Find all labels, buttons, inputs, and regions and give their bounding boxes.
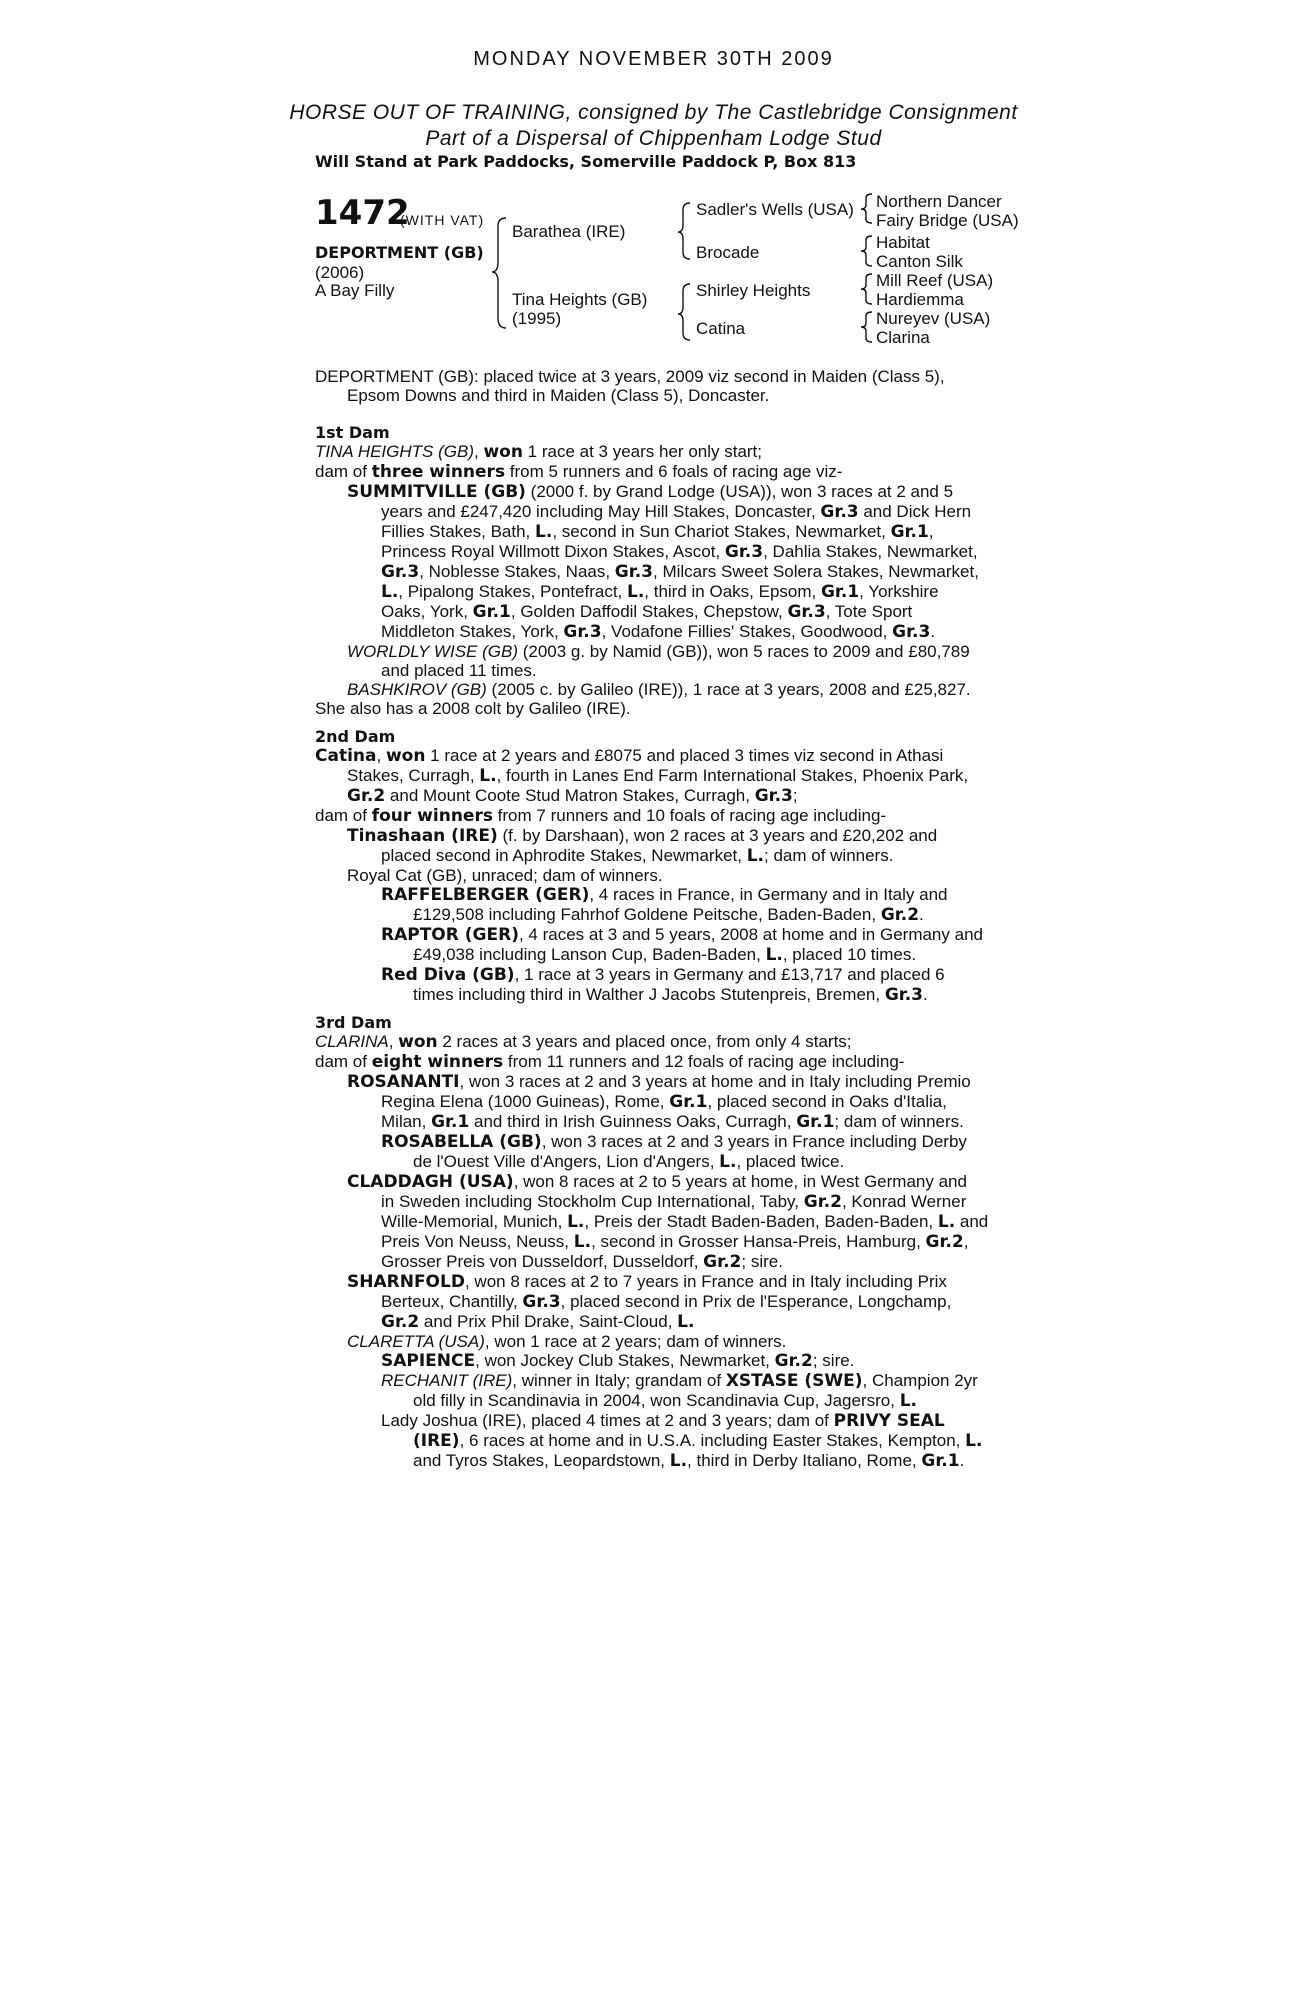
produce-name: ROSABELLA (GB) bbox=[381, 1132, 542, 1152]
text: Stakes, Curragh, bbox=[347, 766, 480, 785]
text: , 1 race at 3 years in Germany and £13,717 and placed 6 bbox=[514, 965, 945, 984]
pedigree-dam: Tina Heights (GB) bbox=[512, 290, 648, 309]
text: de l'Ouest Ville d'Angers, Lion d'Angers, bbox=[413, 1152, 720, 1171]
lot-number: 1472 bbox=[315, 193, 410, 233]
grade: Gr.1 bbox=[669, 1092, 708, 1112]
bracket-g1 bbox=[861, 194, 872, 223]
text: and bbox=[955, 1212, 989, 1231]
grade: Gr.2 bbox=[803, 1192, 842, 1212]
text: Middleton Stakes, York, bbox=[381, 622, 564, 641]
text: She also has a 2008 colt by Galileo (IRE). bbox=[315, 699, 631, 718]
grade: L. bbox=[479, 766, 497, 786]
grade: L. bbox=[965, 1431, 983, 1451]
produce-name: Red Diva (GB) bbox=[381, 965, 515, 985]
won-label: won bbox=[398, 1032, 438, 1052]
grade: L. bbox=[669, 1451, 688, 1471]
text: , Golden Daffodil Stakes, Chepstow, bbox=[510, 602, 788, 621]
record-line: DEPORTMENT (GB): placed twice at 3 years, 2009 viz second in Maiden (Class 5), bbox=[315, 367, 945, 386]
text: , Dahlia Stakes, Newmarket, bbox=[763, 542, 978, 561]
third-dam-heading: 3rd Dam bbox=[315, 1013, 392, 1032]
text: , placed second in Oaks d'Italia, bbox=[707, 1092, 947, 1111]
text: , second in Grosser Hansa-Preis, Hamburg, bbox=[591, 1232, 926, 1251]
grade: Gr.2 bbox=[880, 905, 920, 925]
pedigree-g4: Canton Silk bbox=[876, 252, 963, 271]
bracket-sire bbox=[678, 203, 690, 259]
text: , winner in Italy; grandam of bbox=[512, 1371, 726, 1390]
grade: Gr.1 bbox=[921, 1451, 960, 1471]
text: dam of bbox=[315, 462, 372, 481]
text: ; bbox=[792, 786, 798, 805]
grade: L. bbox=[535, 522, 553, 542]
text: , third in Derby Italiano, Rome, bbox=[687, 1451, 922, 1470]
text: Regina Elena (1000 Guineas), Rome, bbox=[381, 1092, 670, 1111]
produce-name: SUMMITVILLE (GB) bbox=[347, 482, 526, 502]
produce-name: RAFFELBERGER (GER) bbox=[381, 885, 590, 905]
pedigree-g6: Hardiemma bbox=[876, 290, 964, 309]
stabling-line: Will Stand at Park Paddocks, Somerville Paddock P, Box 813 bbox=[315, 152, 857, 171]
pedigree-dam-year: (1995) bbox=[512, 309, 562, 328]
text: , fourth in Lanes End Farm International Stakes, Phoenix Park, bbox=[496, 766, 969, 785]
text: , 6 races at home and in U.S.A. including Easter Stakes, Kempton, bbox=[459, 1431, 966, 1450]
produce-name: BASHKIROV (GB) bbox=[347, 680, 487, 699]
bracket-g3 bbox=[861, 274, 872, 304]
text: , bbox=[963, 1232, 969, 1251]
grade: L. bbox=[677, 1312, 695, 1332]
text: and Tyros Stakes, Leopardstown, bbox=[413, 1451, 670, 1470]
produce-name: XSTASE (SWE) bbox=[725, 1371, 863, 1391]
text: Milan, bbox=[381, 1112, 432, 1131]
text: , Yorkshire bbox=[859, 582, 939, 601]
grade: Gr.2 bbox=[703, 1252, 742, 1272]
text: . bbox=[919, 905, 924, 924]
text: £49,038 including Lanson Cup, Baden-Baden, bbox=[413, 945, 766, 964]
text: , Konrad Werner bbox=[841, 1192, 967, 1211]
won-label: won bbox=[483, 442, 523, 462]
text: , Champion 2yr bbox=[862, 1371, 978, 1390]
grade: L. bbox=[765, 945, 783, 965]
text: and Dick Hern bbox=[858, 502, 972, 521]
horse-name: DEPORTMENT (GB) bbox=[315, 243, 484, 262]
pedigree-g5: Mill Reef (USA) bbox=[876, 271, 994, 290]
text: 2 races at 3 years and placed once, from only 4 starts; bbox=[437, 1032, 852, 1051]
text: . bbox=[930, 622, 936, 641]
dam-name: CLARINA bbox=[315, 1032, 389, 1051]
grade: Gr.3 bbox=[754, 786, 793, 806]
first-dam-text: TINA HEIGHTS (GB), won 1 race at 3 years her only start; dam of three winners from 5 runners and 6 foals of racing age viz- SUMMITVILLE (GB) (2000 f. by Grand Lodge (USA)), won 3 races at 2 and 5 years and £247,420 including May Hill Stakes, Doncaster, Gr.3 and Dick Hern Fillies Stakes, Bath, L., second in Sun Chariot Stakes, Newmarket, Gr.1, Princess Royal Willmott Dixon Stakes, Ascot, Gr.3, Dahlia Stakes, Newmarket, Gr.3, Noblesse Stakes, Naas, Gr.3, Milcars Sweet Solera Stakes, Newmarket, L., Pipalong Stakes, Pontefract, L., third in Oaks, Epsom, Gr.1, Yorkshire Oaks, York, Gr.1, Golden Daffodil Stakes, Chepstow, Gr.3, Tote Sport Middleton Stakes, York, Gr.3, Vodafone Fillies' Stakes, Goodwood, Gr.3. WORLDLY WISE (GB) (2003 g. by Namid (GB)), won 5 races to 2009 and £80,789 and placed 11 times. BASHKIROV (GB) (2005 c. by Galileo (IRE)), 1 race at 3 years, 2008 and £25,827. She also has a 2008 colt by Galileo (IRE). bbox=[315, 442, 979, 718]
produce-name: ROSANANTI bbox=[347, 1072, 460, 1092]
consignor-line: HORSE OUT OF TRAINING, consigned by The Castlebridge Consignment bbox=[289, 101, 1018, 124]
grade: Gr.3 bbox=[724, 542, 764, 562]
text: , 4 races at 3 and 5 years, 2008 at home and in Germany and bbox=[518, 925, 983, 944]
grade: Gr.3 bbox=[892, 622, 931, 642]
produce-name: SAPIENCE bbox=[381, 1351, 476, 1371]
produce-name: CLARETTA (USA) bbox=[347, 1332, 485, 1351]
text: and third in Irish Guinness Oaks, Curragh, bbox=[469, 1112, 797, 1131]
pedigree-dam-sire: Shirley Heights bbox=[696, 281, 811, 300]
sale-date: MONDAY NOVEMBER 30TH 2009 bbox=[473, 48, 834, 70]
text: , won 3 races at 2 and 3 years in France including Derby bbox=[541, 1132, 967, 1151]
text: ; dam of winners. bbox=[764, 846, 894, 865]
grade: Gr.1 bbox=[890, 522, 929, 542]
text: , won 1 race at 2 years; dam of winners. bbox=[484, 1332, 787, 1351]
produce-name: SHARNFOLD bbox=[347, 1272, 465, 1292]
text: , won 3 races at 2 and 3 years at home and in Italy including Premio bbox=[459, 1072, 971, 1091]
pedigree-g2: Fairy Bridge (USA) bbox=[876, 211, 1019, 230]
pedigree-g1: Northern Dancer bbox=[876, 192, 1002, 211]
pedigree-sire: Barathea (IRE) bbox=[512, 222, 626, 241]
grade: Gr.2 bbox=[774, 1351, 813, 1371]
pedigree-brackets bbox=[0, 0, 1307, 360]
grade: L. bbox=[567, 1212, 585, 1232]
text: , won Jockey Club Stakes, Newmarket, bbox=[475, 1351, 775, 1370]
pedigree-g8: Clarina bbox=[876, 328, 930, 347]
text: Princess Royal Willmott Dixon Stakes, Ascot, bbox=[381, 542, 725, 561]
record-line: Epsom Downs and third in Maiden (Class 5), Doncaster. bbox=[347, 386, 770, 405]
pedigree-sire-sire: Sadler's Wells (USA) bbox=[696, 200, 854, 219]
dam-name: TINA HEIGHTS (GB) bbox=[315, 442, 474, 461]
text: ; sire. bbox=[812, 1351, 855, 1370]
text: , won 8 races at 2 to 5 years at home, in West Germany and bbox=[513, 1172, 967, 1191]
produce-name: Tinashaan (IRE) bbox=[347, 826, 498, 846]
text: Lady Joshua (IRE), placed 4 times at 2 and 3 years; dam of bbox=[381, 1411, 834, 1430]
text: , Tote Sport bbox=[825, 602, 913, 621]
text: , placed twice. bbox=[736, 1152, 845, 1171]
text: from 5 runners and 6 foals of racing age viz- bbox=[505, 462, 843, 481]
text: Oaks, York, bbox=[381, 602, 473, 621]
text: , second in Sun Chariot Stakes, Newmarket, bbox=[552, 522, 891, 541]
text: old filly in Scandinavia in 2004, won Scandinavia Cup, Jagersro, bbox=[413, 1391, 900, 1410]
text: placed second in Aphrodite Stakes, Newmarket, bbox=[381, 846, 747, 865]
grade: Gr.3 bbox=[820, 502, 859, 522]
text: times including third in Walther J Jacobs Stutenpreis, Bremen, bbox=[413, 985, 885, 1004]
pedigree-g3: Habitat bbox=[876, 233, 930, 252]
text: . bbox=[959, 1451, 965, 1470]
text: (2005 c. by Galileo (IRE)), 1 race at 3 years, 2008 and £25,827. bbox=[486, 680, 971, 699]
text: , Preis der Stadt Baden-Baden, Baden-Baden, bbox=[584, 1212, 938, 1231]
grade: Gr.3 bbox=[787, 602, 826, 622]
grade: L. bbox=[381, 582, 399, 602]
produce-name: CLADDAGH (USA) bbox=[347, 1172, 514, 1192]
text: , 4 races in France, in Germany and in Italy and bbox=[589, 885, 948, 904]
grade: L. bbox=[937, 1212, 956, 1232]
bracket-g2 bbox=[861, 236, 872, 266]
text: Grosser Preis von Dusseldorf, Dusseldorf, bbox=[381, 1252, 704, 1271]
grade: L. bbox=[899, 1391, 917, 1411]
horse-description: A Bay Filly bbox=[315, 281, 395, 300]
second-dam-heading: 2nd Dam bbox=[315, 727, 396, 746]
produce-name: (IRE) bbox=[413, 1431, 460, 1451]
text: Berteux, Chantilly, bbox=[381, 1292, 523, 1311]
produce-name: RAPTOR (GER) bbox=[381, 925, 519, 945]
grade: Gr.1 bbox=[431, 1112, 470, 1132]
text: from 11 runners and 12 foals of racing age including- bbox=[503, 1052, 905, 1071]
grade: L. bbox=[746, 846, 764, 866]
text: (2003 g. by Namid (GB)), won 5 races to 2009 and £80,789 bbox=[517, 642, 970, 661]
text: £129,508 including Fahrhof Goldene Peitsche, Baden-Baden, bbox=[413, 905, 881, 924]
text: , won 8 races at 2 to 7 years in France and in Italy including Prix bbox=[464, 1272, 947, 1291]
grade: Gr.1 bbox=[796, 1112, 835, 1132]
text: , placed second in Prix de l'Esperance, Longchamp, bbox=[560, 1292, 952, 1311]
text: , placed 10 times. bbox=[782, 945, 917, 964]
bracket-g4 bbox=[861, 312, 872, 342]
winners-count: four winners bbox=[371, 806, 493, 826]
text: , third in Oaks, Epsom, bbox=[644, 582, 821, 601]
text: , Milcars Sweet Solera Stakes, Newmarket, bbox=[653, 562, 979, 581]
grade: Gr.1 bbox=[820, 582, 860, 602]
horse-year: (2006) bbox=[315, 263, 365, 282]
grade: L. bbox=[719, 1152, 737, 1172]
grade: L. bbox=[626, 582, 645, 602]
second-dam-text: Catina, won 1 race at 2 years and £8075 and placed 3 times viz second in Athasi Stakes, Curragh, L., fourth in Lanes End Farm International Stakes, Phoenix Park, Gr.2 and Mount Coote Stud Matron Stakes, Curragh, Gr.3; dam of four winners from 7 runners and 10 foals of racing age including- Tinashaan (IRE) (f. by Darshaan), won 2 races at 3 years and £20,202 and placed second in Aphrodite Stakes, Newmarket, L.; dam of winners. Royal Cat (GB), unraced; dam of winners. RAFFELBERGER (GER), 4 races in France, in Germany and in Italy and £129,508 including Fahrhof Goldene Peitsche, Baden-Baden, Gr.2. RAPTOR (GER), 4 races at 3 and 5 years, 2008 at home and in Germany and £49,038 including Lanson Cup, Baden-Baden, L., placed 10 times. Red Diva (GB), 1 race at 3 years in Germany and £13,717 and placed 6 times including third in Walther J Jacobs Stutenpreis, Bremen, Gr.3. bbox=[315, 746, 983, 1005]
pedigree-g7: Nureyev (USA) bbox=[876, 309, 991, 328]
grade: Gr.1 bbox=[472, 602, 511, 622]
grade: Gr.3 bbox=[614, 562, 653, 582]
grade: Gr.3 bbox=[522, 1292, 561, 1312]
text: , Vodafone Fillies' Stakes, Goodwood, bbox=[601, 622, 893, 641]
text: ; dam of winners. bbox=[834, 1112, 964, 1131]
text: Wille-Memorial, Munich, bbox=[381, 1212, 568, 1231]
produce-name: PRIVY SEAL bbox=[833, 1411, 945, 1431]
third-dam-text: CLARINA, won 2 races at 3 years and placed once, from only 4 starts; dam of eight winners from 11 runners and 12 foals of racing age including- ROSANANTI, won 3 races at 2 and 3 years at home and in Italy including Premio Regina Elena (1000 Guineas), Rome, Gr.1, placed second in Oaks d'Italia, Milan, Gr.1 and third in Irish Guinness Oaks, Curragh, Gr.1; dam of winners. ROSABELLA (GB), won 3 races at 2 and 3 years in France including Derby de l'Ouest Ville d'Angers, Lion d'Angers, L., placed twice. CLADDAGH (USA), won 8 races at 2 to 5 years at home, in West Germany and in Sweden including Stockholm Cup International, Taby, Gr.2, Konrad Werner Wille-Memorial, Munich, L., Preis der Stadt Baden-Baden, Baden-Baden, L. and Preis Von Neuss, Neuss, L., second in Grosser Hansa-Preis, Hamburg, Gr.2, Grosser Preis von Dusseldorf, Dusseldorf, Gr.2; sire. SHARNFOLD, won 8 races at 2 to 7 years in France and in Italy including Prix Berteux, Chantilly, Gr.3, placed second in Prix de l'Esperance, Longchamp, Gr.2 and Prix Phil Drake, Saint-Cloud, L. CLARETTA (USA), won 1 race at 2 years; dam of winners. SAPIENCE, won Jockey Club Stakes, Newmarket, Gr.2; sire. RECHANIT (IRE), winner in Italy; grandam of XSTASE (SWE), Champion 2yr old filly in Scandinavia in 2004, won Scandinavia Cup, Jagersro, L. Lady Joshua (IRE), placed 4 times at 2 and 3 years; dam of PRIVY SEAL (IRE), 6 races at home and in U.S.A. including Easter Stakes, Kempton, L. and Tyros Stakes, Leopardstown, L., third in Derby Italiano, Rome, Gr.1. bbox=[315, 1032, 989, 1471]
text: 1 race at 2 years and £8075 and placed 3 times viz second in Athasi bbox=[425, 746, 944, 765]
vat-note: (WITH VAT) bbox=[400, 212, 485, 228]
grade: Gr.2 bbox=[347, 786, 386, 806]
text: 1 race at 3 years her only start; bbox=[522, 442, 763, 461]
text: from 7 runners and 10 foals of racing age including- bbox=[492, 806, 887, 825]
pedigree-dam-dam: Catina bbox=[696, 319, 746, 338]
produce-name: WORLDLY WISE (GB) bbox=[347, 642, 518, 661]
first-dam-heading: 1st Dam bbox=[315, 423, 390, 442]
text: years and £247,420 including May Hill Stakes, Doncaster, bbox=[381, 502, 821, 521]
produce-name: Royal Cat (GB), unraced; dam of winners. bbox=[347, 866, 663, 885]
text: Fillies Stakes, Bath, bbox=[381, 522, 536, 541]
grade: Gr.3 bbox=[381, 562, 420, 582]
text: ; sire. bbox=[741, 1252, 783, 1271]
text: and placed 11 times. bbox=[381, 661, 537, 680]
race-record bbox=[315, 367, 995, 405]
text: Preis Von Neuss, Neuss, bbox=[381, 1232, 574, 1251]
text: and Prix Phil Drake, Saint-Cloud, bbox=[419, 1312, 678, 1331]
text: dam of bbox=[315, 806, 372, 825]
dispersal-line: Part of a Dispersal of Chippenham Lodge Stud bbox=[425, 127, 882, 150]
grade: Gr.2 bbox=[925, 1232, 964, 1252]
text: (f. by Darshaan), won 2 races at 3 years and £20,202 and bbox=[497, 826, 938, 845]
grade: Gr.2 bbox=[381, 1312, 420, 1332]
text: . bbox=[923, 985, 928, 1004]
dam-name: Catina bbox=[315, 746, 377, 766]
text: dam of bbox=[315, 1052, 372, 1071]
text: and Mount Coote Stud Matron Stakes, Curragh, bbox=[385, 786, 755, 805]
text: in Sweden including Stockholm Cup International, Taby, bbox=[381, 1192, 804, 1211]
produce-name: RECHANIT (IRE) bbox=[381, 1371, 513, 1390]
pedigree-sire-dam: Brocade bbox=[696, 243, 760, 262]
grade: Gr.3 bbox=[563, 622, 602, 642]
winners-count: three winners bbox=[371, 462, 506, 482]
bracket-parents bbox=[492, 218, 506, 328]
grade: Gr.3 bbox=[884, 985, 924, 1005]
text: , Pipalong Stakes, Pontefract, bbox=[398, 582, 627, 601]
text: , Noblesse Stakes, Naas, bbox=[419, 562, 615, 581]
won-label: won bbox=[385, 746, 426, 766]
bracket-dam bbox=[678, 284, 690, 340]
winners-count: eight winners bbox=[371, 1052, 504, 1072]
text: (2000 f. by Grand Lodge (USA)), won 3 races at 2 and 5 bbox=[525, 482, 954, 501]
grade: L. bbox=[573, 1232, 592, 1252]
text: , bbox=[928, 522, 934, 541]
